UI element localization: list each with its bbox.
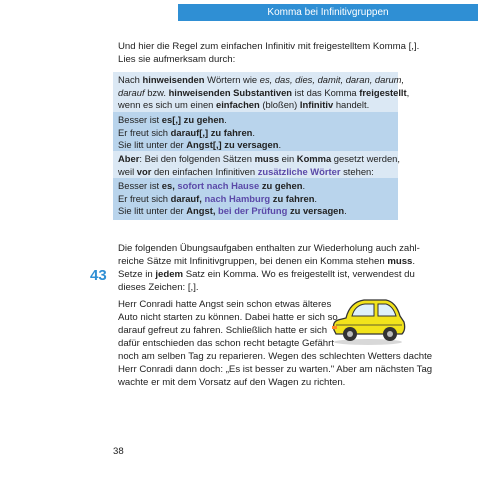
exercise-intro [118, 242, 420, 268]
text-segment: Aber [118, 153, 140, 164]
text-segment: ist das Komma [292, 86, 360, 98]
text-segment: zusätzliche Wörter [257, 165, 341, 177]
text-segment: . [314, 192, 318, 204]
text-line [118, 86, 410, 100]
text-segment: Herr Conradi dann doch: „Es ist besser zu warten." Aber am nächsten Tag [118, 364, 433, 375]
text-segment: zu versagen [289, 205, 345, 217]
text-segment: Nach [118, 74, 143, 85]
text-segment: wachte er mit dem Vorsatz auf den Wagen zu richten. [118, 377, 346, 388]
text-segment: Angst[,] zu versagen [186, 139, 279, 151]
text-segment: Er freut sich [118, 126, 171, 138]
text-segment: ein [279, 153, 297, 164]
text-segment: Infinitiv [299, 99, 334, 111]
text-segment: . [252, 126, 256, 138]
text-segment: Komma [296, 153, 332, 164]
text-segment: hinweisenden Substantiven [168, 86, 293, 98]
text-line [118, 114, 393, 127]
text-segment: Sie litt unter der [118, 205, 187, 217]
text-segment: den einfachen Infinitiven [151, 165, 258, 177]
text-segment: Herr Conradi hatte Angst sein schon etwas älteres [118, 299, 332, 310]
text-segment: darauf [118, 86, 145, 98]
text-segment: Die folgenden Übungsaufgaben enthalten zur Wiederholung auch zahl- [118, 243, 420, 254]
text-segment: Satz ein Komma. Wo es freigestellt ist, verwendest du [183, 269, 415, 280]
text-segment: . [278, 139, 282, 151]
text-line [118, 193, 393, 206]
text-segment: Lies sie aufmerksam durch: [118, 54, 236, 65]
text-segment: es, das, dies, damit, daran, darum, [259, 74, 405, 85]
text-segment: stehen: [340, 165, 374, 177]
text-segment: Auto nicht starten zu können. Dabei hatte er sich so [118, 312, 338, 323]
text-line [118, 350, 433, 363]
text-segment: Setze in [118, 269, 156, 280]
text-line [118, 180, 393, 193]
text-segment: zu gehen [261, 180, 303, 191]
example-box [113, 112, 398, 154]
text-line [118, 268, 415, 281]
text-line [118, 153, 400, 166]
text-line [118, 242, 420, 255]
text-segment: vor [136, 165, 152, 177]
text-segment: dafür entschieden das schon recht betagte Gefährt [118, 338, 334, 349]
text-segment: darauf gefreut zu fahren. Schließlich hatte er sich [118, 325, 328, 336]
text-segment: dieses Zeichen: [,]. [118, 282, 199, 293]
text-line [118, 53, 418, 66]
text-line [118, 205, 393, 218]
text-segment: . [412, 256, 416, 267]
text-segment: . [302, 180, 306, 191]
text-line [118, 363, 433, 376]
text-segment: einfachen [215, 99, 260, 111]
text-segment: nach Hamburg [204, 192, 271, 204]
text-segment: muss [254, 153, 280, 164]
text-segment: . [224, 114, 227, 125]
text-segment: hinweisenden [142, 74, 205, 85]
rule-box [113, 72, 410, 114]
text-line [118, 99, 393, 112]
text-segment: reiche Sätze mit Infinitivgruppen, bei denen ein Komma stehen [118, 256, 388, 267]
chapter-title: Komma bei Infinitivgruppen [267, 7, 389, 18]
text-segment: : Bei den folgenden Sätzen [139, 153, 255, 164]
text-segment: Besser ist [118, 180, 162, 191]
text-line [118, 166, 393, 179]
text-segment: Und hier die Regel zum einfachen Infinitiv mit freigestelltem Komma [,]. [118, 41, 420, 52]
text-segment: Besser ist [118, 114, 162, 125]
text-line [118, 376, 418, 389]
text-segment: muss [387, 256, 413, 267]
chapter-header [178, 4, 478, 21]
text-segment: es, [161, 180, 175, 191]
text-segment: zu fahren [272, 192, 315, 204]
text-segment: gesetzt werden, [331, 153, 400, 164]
exception-example-box [113, 178, 398, 220]
exception-box [113, 151, 398, 180]
text-segment: . [344, 205, 347, 217]
text-segment: darauf[,] zu fahren [170, 126, 253, 138]
text-segment: Sie litt unter der [118, 139, 187, 151]
text-segment: bei der Prüfung [218, 205, 288, 217]
text-line [118, 139, 393, 152]
text-segment: noch am selben Tag zu reparieren. Wegen des schlechten Wetters dachte [118, 351, 433, 362]
text-line [118, 255, 416, 268]
intro-text [118, 40, 418, 66]
text-segment: (bloßen) [259, 99, 300, 111]
text-line [118, 74, 405, 87]
text-segment: darauf, [170, 192, 202, 204]
text-segment: handelt. [333, 99, 370, 111]
text-segment: weil [118, 165, 137, 177]
page-number: 38 [113, 446, 124, 457]
text-segment: freigestellt [359, 86, 407, 98]
text-line [118, 127, 393, 140]
text-segment: Er freut sich [118, 192, 171, 204]
task-instruction [118, 268, 415, 294]
text-segment: sofort nach Hause [177, 180, 260, 191]
text-line [118, 40, 418, 53]
text-segment: Angst, [186, 205, 216, 217]
text-segment: wenn es sich um einen [118, 99, 216, 111]
text-segment: es[,] zu gehen [161, 114, 225, 125]
text-segment: jedem [155, 269, 184, 280]
text-segment: Wörtern wie [204, 74, 260, 85]
text-segment: , [406, 86, 410, 98]
task-number: 43 [90, 267, 107, 284]
text-segment: bzw. [144, 86, 169, 98]
yellow-car-icon [328, 292, 408, 346]
